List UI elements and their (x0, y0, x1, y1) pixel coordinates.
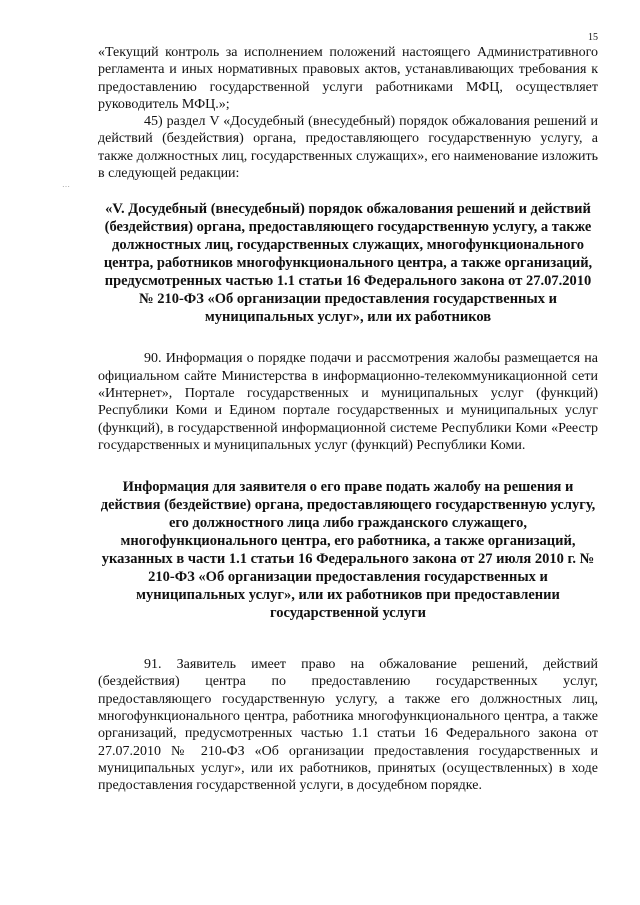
intro-continuation-paragraph: «Текущий контроль за исполнением положений настоящего Административного регламента и иных нормативных правовых актов, устанавливающих требования к предоставлению государственной услуги работниками МФЦ, осуществляет руководитель МФЦ.»; (98, 45, 598, 112)
scan-artifact: … (62, 180, 70, 189)
info-heading: Информация для заявителя о его праве подать жалобу на решения и действия (бездействие) органа, предоставляющего государственную услугу, его должностного лица либо гражданского служащего, многофункционального центра, его работника, а также организаций, указанных в части 1.1 статьи 16 Федерального закона от 27 июля 2010 г. № 210-ФЗ «Об организации предоставления государственных и муниципальных услуг», или их работников при предоставлении государственной услуги (100, 479, 596, 622)
item-91-paragraph: 91. Заявитель имеет право на обжалование решений, действий (бездействия) центра по предоставлению государственных услуг, предоставляющего государственную услугу, а также его должностных лиц, многофункционального центра, работника многофункционального центра, а также организаций, предусмотренных частью 1.1 статьи 16 Федерального закона от 27.07.2010 № 210-ФЗ «Об организации предоставления государственных и муниципальных услуг», или их работников, принятых (осуществленных) в ходе предоставления государственной услуги, в досудебном порядке. (98, 657, 598, 794)
document-body (98, 44, 598, 795)
item-90-paragraph: 90. Информация о порядке подачи и рассмотрения жалобы размещается на официальном сайте Министерства в информационно-телекоммуникационной сети «Интернет», Портале государственных и муниципальных услуг (функций) Республики Коми и Едином портале государственных и муниципальных услуг (функций), в государственной информационной системе Республики Коми «Реестр государственных и муниципальных услуг (функций) Республики Коми. (98, 351, 598, 453)
item-45-paragraph: 45) раздел V «Досудебный (внесудебный) порядок обжалования решений и действий (бездействия) органа, предоставляющего государственную услугу, а также должностных лиц, государственных служащих», его наименование изложить в следующей редакции: (98, 114, 598, 182)
page-number: 15 (588, 32, 598, 43)
section-v-heading: «V. Досудебный (внесудебный) порядок обжалования решений и действий (бездействия) органа, предоставляющего государственную услугу, а также должностных лиц, государственных служащих, многофункционального центра, работников многофункционального центра, а также организаций, предусмотренных частью 1.1 статьи 16 Федерального закона от 27.07.2010 № 210-ФЗ «Об организации предоставления государственных и муниципальных услуг», или их работников (103, 201, 593, 326)
